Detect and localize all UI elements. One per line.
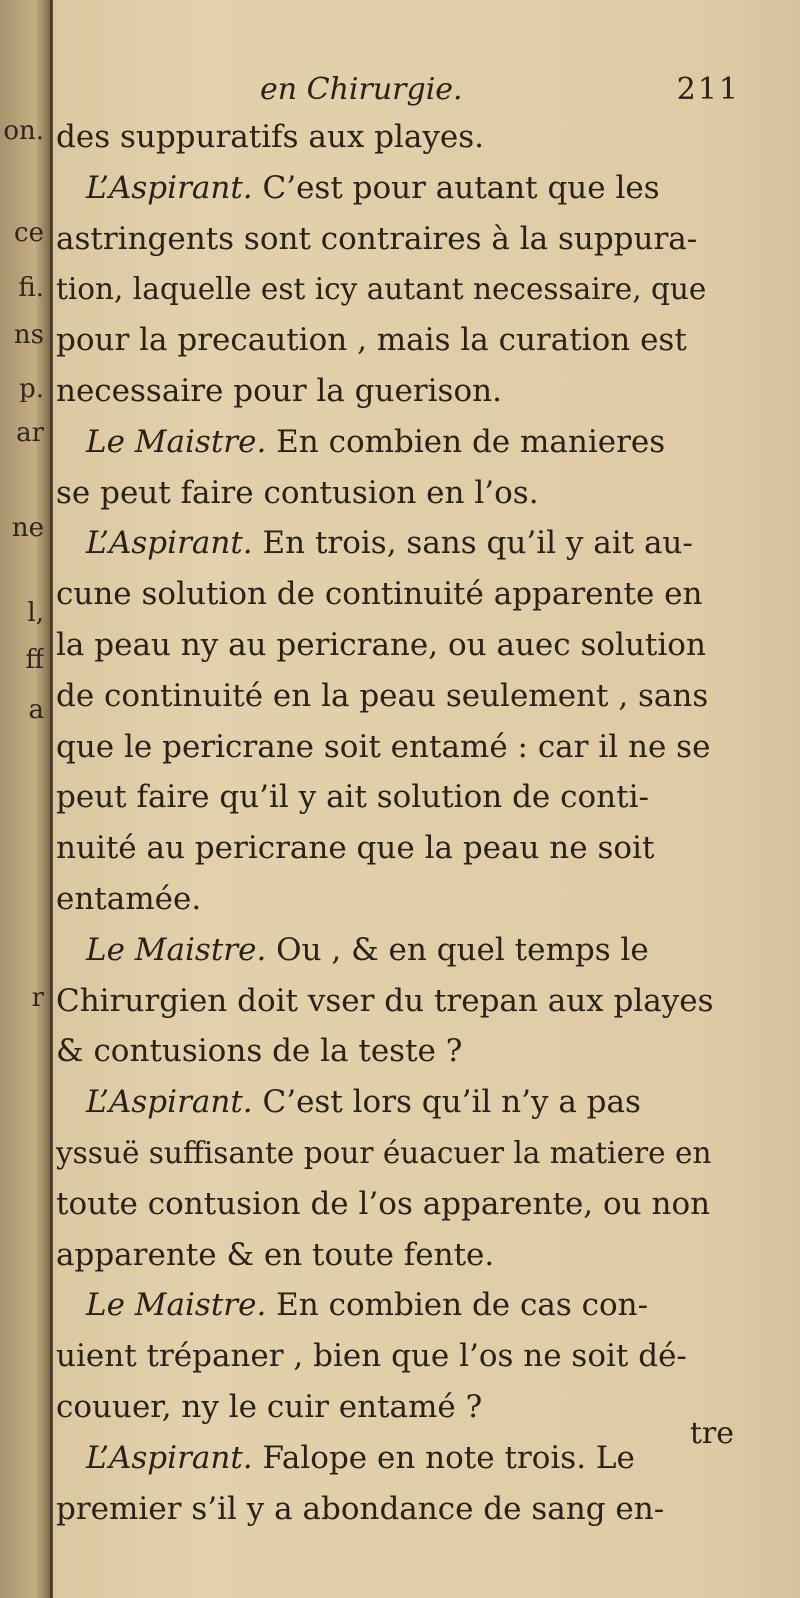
margin-fragment: on. [3,118,44,144]
line-text: En trois, sans qu’il y ait au- [252,525,693,562]
line-text: uient trépaner , bien que l’os ne soit dé- [56,1338,687,1375]
text-line [56,163,716,214]
text-line [56,315,716,366]
line-text: Chirurgien doit vser du trepan aux playes [56,982,714,1019]
line-text: apparente & en toute fente. [56,1236,495,1273]
text-line [56,1179,716,1230]
margin-fragment: a [28,697,44,723]
speaker-name: Le Maistre. [86,931,267,968]
speaker-name: L’Aspirant. [86,1084,253,1121]
text-line [56,518,716,569]
line-text: Ou , & en quel temps le [266,931,649,968]
text-line [56,417,716,468]
text-line [56,1280,716,1331]
line-text: nuité au pericrane que la peau ne soit [56,830,655,867]
text-line [56,1382,716,1433]
catchword: tre [689,1416,734,1451]
text-line [56,112,716,163]
line-text: pour la precaution , mais la curation est [56,322,687,359]
page-number: 211 [676,72,740,107]
text-line [56,925,716,976]
page-header [60,72,740,112]
text-line [56,1484,716,1535]
body-text [56,112,716,1534]
margin-fragment: ar [16,420,44,446]
margin-fragment: r [31,985,44,1011]
text-line [56,671,716,722]
speaker-name: Le Maistre. [86,423,267,460]
text-line [56,1026,716,1077]
text-line [56,1331,716,1382]
running-title: en Chirurgie. [260,72,463,107]
speaker-name: Le Maistre. [86,1287,267,1324]
margin-fragment: p. [19,376,44,402]
speaker-name: L’Aspirant. [86,525,253,562]
text-line [56,569,716,620]
speaker-name: L’Aspirant. [86,169,253,206]
line-text: toute contusion de l’os apparente, ou non [56,1185,711,1222]
line-text: Falope en note trois. Le [252,1439,635,1476]
text-line [56,976,716,1027]
margin-fragment: ce [14,220,44,246]
text-line [56,823,716,874]
line-text: peut faire qu’il y ait solution de conti- [56,779,649,816]
line-text: C’est lors qu’il n’y a pas [252,1084,641,1121]
text-line [56,264,716,315]
line-text: necessaire pour la guerison. [56,372,502,409]
line-text: couuer, ny le cuir entamé ? [56,1388,483,1425]
text-line [56,1433,716,1484]
line-text: de continuité en la peau seulement , sans [56,677,709,714]
line-text: tion, laquelle est icy autant necessaire, que [56,272,707,307]
line-text: & contusions de la teste ? [56,1033,463,1070]
margin-fragment: ne [11,515,44,541]
speaker-name: L’Aspirant. [86,1439,253,1476]
text-line [56,366,716,417]
line-text: des suppuratifs aux playes. [56,119,485,155]
text-line [56,874,716,925]
line-text: yssuë suffisante pour éuacuer la matiere en [56,1135,712,1170]
text-line [56,620,716,671]
text-line [56,1077,716,1128]
text-line [56,772,716,823]
binding-fold [50,0,53,1598]
text-line [56,1128,716,1179]
margin-fragment: fi. [18,275,44,301]
text-line [56,722,716,773]
margin-fragment: ns [13,322,44,348]
line-text: que le pericrane soit entamé : car il ne se [56,728,711,765]
line-text: astringents sont contraires à la suppura- [56,220,698,257]
line-text: C’est pour autant que les [252,169,660,206]
line-text: En combien de manieres [266,423,666,460]
line-text: premier s’il y a abondance de sang en- [56,1490,665,1527]
margin-fragment: ff [25,647,44,673]
line-text: se peut faire contusion en l’os. [56,474,539,511]
margin-fragment: l, [27,600,44,626]
line-text: la peau ny au pericrane, ou auec solution [56,626,706,663]
text-line [56,1230,716,1281]
text-line [56,468,716,519]
text-line [56,214,716,265]
line-text: cune solution de continuité apparente en [56,576,703,613]
line-text: En combien de cas con- [266,1287,649,1324]
line-text: entamée. [56,880,202,917]
